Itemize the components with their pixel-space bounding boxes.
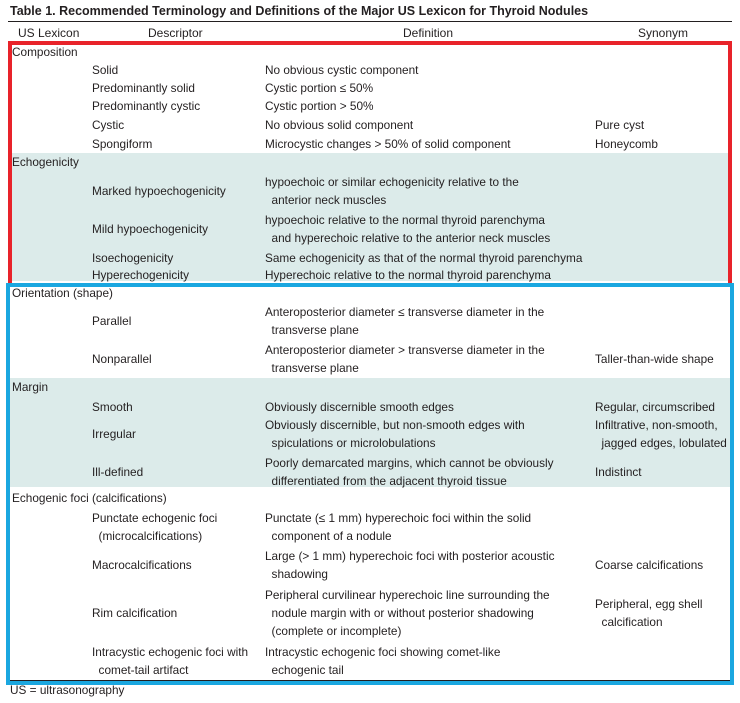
row-synonym-text: Honeycomb bbox=[595, 137, 658, 151]
table-title: Table 1. Recommended Terminology and Definitions of the Major US Lexicon for Thyroid Nodules bbox=[10, 4, 589, 18]
row-definition-text: Obviously discernible, but non-smooth edges with bbox=[265, 418, 525, 432]
row-definition-text: shadowing bbox=[265, 567, 328, 581]
row-definition-text: Poorly demarcated margins, which cannot be obviously bbox=[265, 456, 554, 470]
row-synonym-text: Regular, circumscribed bbox=[595, 400, 715, 414]
row-descriptor-text: Intracystic echogenic foci with bbox=[92, 645, 249, 659]
header-synonym: Synonym bbox=[638, 26, 689, 40]
row-definition-text: component of a nodule bbox=[265, 529, 392, 543]
row-definition-text: Same echogenicity as that of the normal thyroid parenchyma bbox=[265, 251, 583, 265]
row-descriptor-text: (microcalcifications) bbox=[92, 529, 203, 543]
row-descriptor-text: Mild hypoechogenicity bbox=[92, 222, 209, 236]
section-label: Echogenic foci (calcifications) bbox=[12, 491, 167, 505]
row-definition-text: Obviously discernible smooth edges bbox=[265, 400, 454, 414]
section-label: Composition bbox=[12, 45, 78, 59]
header-descriptor: Descriptor bbox=[148, 26, 203, 40]
row-definition-text: transverse plane bbox=[265, 361, 359, 375]
row-synonym-text: Infiltrative, non-smooth, bbox=[595, 418, 718, 432]
header-rule bbox=[8, 42, 732, 43]
row-synonym-text: Taller-than-wide shape bbox=[595, 352, 714, 366]
row-synonym-text: calcification bbox=[595, 615, 663, 629]
row-descriptor-text: Cystic bbox=[92, 118, 125, 132]
footnote: US = ultrasonography bbox=[10, 683, 125, 697]
row-descriptor-text: Parallel bbox=[92, 314, 132, 328]
row-definition-text: transverse plane bbox=[265, 323, 359, 337]
row-descriptor-text: Smooth bbox=[92, 400, 133, 414]
row-definition-text: and hyperechoic relative to the anterior neck muscles bbox=[265, 231, 551, 245]
row-definition-text: hypoechoic or similar echogenicity relative to the bbox=[265, 175, 519, 189]
section-label: Orientation (shape) bbox=[12, 286, 113, 300]
row-descriptor-text: Marked hypoechogenicity bbox=[92, 184, 226, 198]
row-definition-text: echogenic tail bbox=[265, 663, 344, 677]
row-synonym-text: Indistinct bbox=[595, 465, 642, 479]
row-descriptor-text: Predominantly solid bbox=[92, 81, 195, 95]
row-descriptor-text: Ill-defined bbox=[92, 465, 144, 479]
row-synonym-text: Peripheral, egg shell bbox=[595, 597, 703, 611]
row-descriptor-text: Predominantly cystic bbox=[92, 99, 201, 113]
row-descriptor-text: Rim calcification bbox=[92, 606, 178, 620]
row-descriptor-text: Spongiform bbox=[92, 137, 153, 151]
row-synonym-text: jagged edges, lobulated bbox=[595, 436, 727, 450]
row-definition-text: (complete or incomplete) bbox=[265, 624, 402, 638]
row-definition-text: No obvious cystic component bbox=[265, 63, 419, 77]
row-descriptor-text: Solid bbox=[92, 63, 119, 77]
row-descriptor-text: Punctate echogenic foci bbox=[92, 511, 218, 525]
row-descriptor-text: Nonparallel bbox=[92, 352, 152, 366]
row-definition-text: hypoechoic relative to the normal thyroid parenchyma bbox=[265, 213, 545, 227]
row-definition-text: Peripheral curvilinear hyperechoic line surrounding the bbox=[265, 588, 550, 602]
row-definition-text: Microcystic changes > 50% of solid component bbox=[265, 137, 511, 151]
row-descriptor-text: Hyperechogenicity bbox=[92, 268, 190, 282]
row-descriptor-text: Isoechogenicity bbox=[92, 251, 174, 265]
row-definition-text: Cystic portion > 50% bbox=[265, 99, 374, 113]
bottom-rule bbox=[8, 680, 732, 681]
row-definition-text: Intracystic echogenic foci showing comet-like bbox=[265, 645, 501, 659]
row-definition-text: nodule margin with or without posterior shadowing bbox=[265, 606, 534, 620]
row-definition-text: spiculations or microlobulations bbox=[265, 436, 436, 450]
row-synonym-text: Coarse calcifications bbox=[595, 558, 704, 572]
row-definition-text: anterior neck muscles bbox=[265, 193, 387, 207]
row-definition-text: differentiated from the adjacent thyroid tissue bbox=[265, 474, 507, 488]
section-label: Margin bbox=[12, 380, 49, 394]
row-descriptor-text: Irregular bbox=[92, 427, 136, 441]
header-definition: Definition bbox=[403, 26, 454, 40]
row-descriptor-text: Macrocalcifications bbox=[92, 558, 192, 572]
row-definition-text: Punctate (≤ 1 mm) hyperechoic foci within the solid bbox=[265, 511, 532, 525]
row-definition-text: Anteroposterior diameter > transverse diameter in the bbox=[265, 343, 545, 357]
row-definition-text: Large (> 1 mm) hyperechoic foci with posterior acoustic bbox=[265, 549, 555, 563]
row-definition-text: No obvious solid component bbox=[265, 118, 414, 132]
row-descriptor-text: comet-tail artifact bbox=[92, 663, 189, 677]
row-definition-text: Hyperechoic relative to the normal thyroid parenchyma bbox=[265, 268, 551, 282]
row-synonym-text: Pure cyst bbox=[595, 118, 645, 132]
top-rule bbox=[8, 21, 732, 22]
header-us-lexicon: US Lexicon bbox=[18, 26, 80, 40]
row-definition-text: Anteroposterior diameter ≤ transverse diameter in the bbox=[265, 305, 545, 319]
row-definition-text: Cystic portion ≤ 50% bbox=[265, 81, 374, 95]
section-label: Echogenicity bbox=[12, 155, 79, 169]
